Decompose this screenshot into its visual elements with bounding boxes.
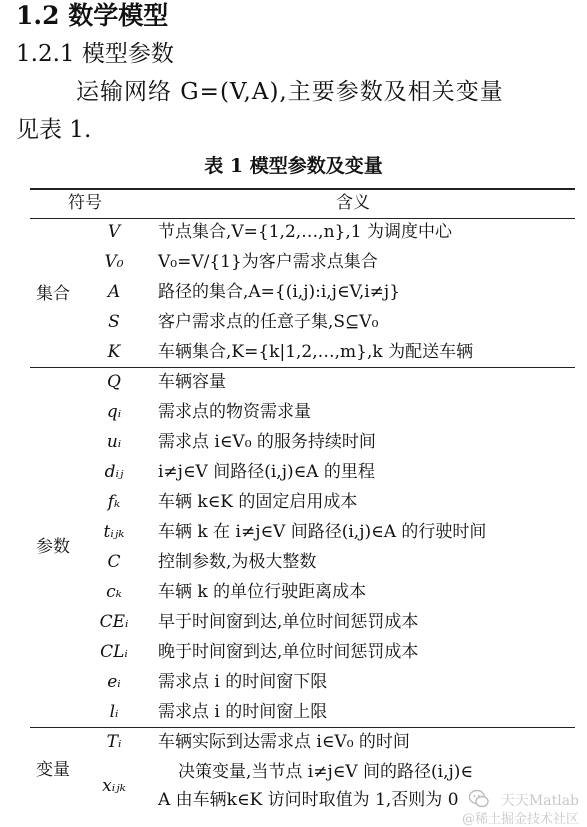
table-row-symbol: Tᵢ (106, 732, 122, 752)
table-row-meaning: 车辆 k 的单位行驶距离成本 (158, 582, 367, 602)
table-row-meaning: 晚于时间窗到达,单位时间惩罚成本 (158, 642, 419, 662)
table-row-symbol: V₀ (104, 252, 124, 272)
table-row-meaning: V₀=V/{1}为客户需求点集合 (158, 252, 378, 272)
table-row-meaning: 车辆 k 在 i≠j∈V 间路径(i,j)∈A 的行驶时间 (158, 522, 487, 542)
paragraph-line-2: 见表 1. (16, 117, 92, 143)
table-row-symbol: tᵢⱼₖ (103, 522, 125, 542)
header-meaning: 含义 (336, 193, 370, 213)
table-caption: 表 1 模型参数及变量 (204, 155, 383, 177)
watermark-community: @稀土掘金技术社区 (461, 812, 579, 827)
header-symbol: 符号 (68, 193, 102, 213)
table-row-symbol: fₖ (107, 492, 121, 512)
wechat-logo-icon (468, 788, 490, 810)
table-row-meaning: 车辆容量 (158, 372, 226, 392)
table-row-meaning: 需求点 i 的时间窗下限 (158, 672, 328, 692)
table-row-symbol: qᵢ (106, 402, 122, 422)
table-row-symbol: C (107, 552, 121, 572)
table-row-meaning: 需求点 i 的时间窗上限 (158, 702, 328, 722)
table-row-symbol: xᵢⱼₖ (102, 776, 126, 796)
subsection-title: 1.2.1 模型参数 (16, 41, 174, 67)
table-row-symbol: dᵢⱼ (104, 462, 124, 482)
table-row-symbol: lᵢ (109, 702, 119, 722)
table-row-meaning: 决策变量,当节点 i≠j∈V 间的路径(i,j)∈ (178, 762, 473, 782)
table-row-symbol: CLᵢ (100, 642, 128, 662)
table-row-symbol: uᵢ (106, 432, 122, 452)
table-row-symbol: V (107, 222, 121, 242)
table-row-symbol: CEᵢ (99, 612, 129, 632)
table-row-meaning: 车辆 k∈K 的固定启用成本 (158, 492, 358, 512)
table-row-meaning: 需求点 i∈V₀ 的服务持续时间 (158, 432, 376, 452)
table-row-meaning: 需求点的物资需求量 (158, 402, 311, 422)
table-row-symbol: cₖ (106, 582, 122, 602)
paragraph-line-1: 运输网络 G=(V,A),主要参数及相关变量 (76, 79, 504, 105)
table-row-symbol: eᵢ (107, 672, 121, 692)
table-row-meaning: 早于时间窗到达,单位时间惩罚成本 (158, 612, 419, 632)
table-row-symbol: A (107, 282, 121, 302)
table-row-meaning: 节点集合,V={1,2,…,n},1 为调度中心 (158, 222, 452, 242)
group-label-params: 参数 (36, 537, 70, 557)
group-label-sets: 集合 (36, 284, 70, 304)
section-title: 1.2 数学模型 (16, 1, 169, 30)
table-row-meaning: 车辆集合,K={k|1,2,…,m},k 为配送车辆 (158, 342, 474, 362)
table-row-meaning: i≠j∈V 间路径(i,j)∈A 的里程 (158, 462, 375, 482)
table-row-meaning: 控制参数,为极大整数 (158, 552, 317, 572)
group-label-vars: 变量 (36, 760, 70, 780)
watermark-brand: 天天Matlab (500, 793, 579, 809)
table-row-meaning: 路径的集合,A={(i,j):i,j∈V,i≠j} (158, 282, 401, 302)
table-row-symbol: S (108, 312, 120, 332)
table-row-meaning-cont: A 由车辆k∈K 访问时取值为 1,否则为 0 (158, 790, 459, 810)
table-row-symbol: K (107, 342, 121, 362)
table-row-symbol: Q (107, 372, 121, 392)
table-row-meaning: 客户需求点的任意子集,S⊆V₀ (158, 312, 379, 332)
table-top-rule (30, 188, 575, 190)
table-row-meaning: 车辆实际到达需求点 i∈V₀ 的时间 (158, 732, 410, 752)
